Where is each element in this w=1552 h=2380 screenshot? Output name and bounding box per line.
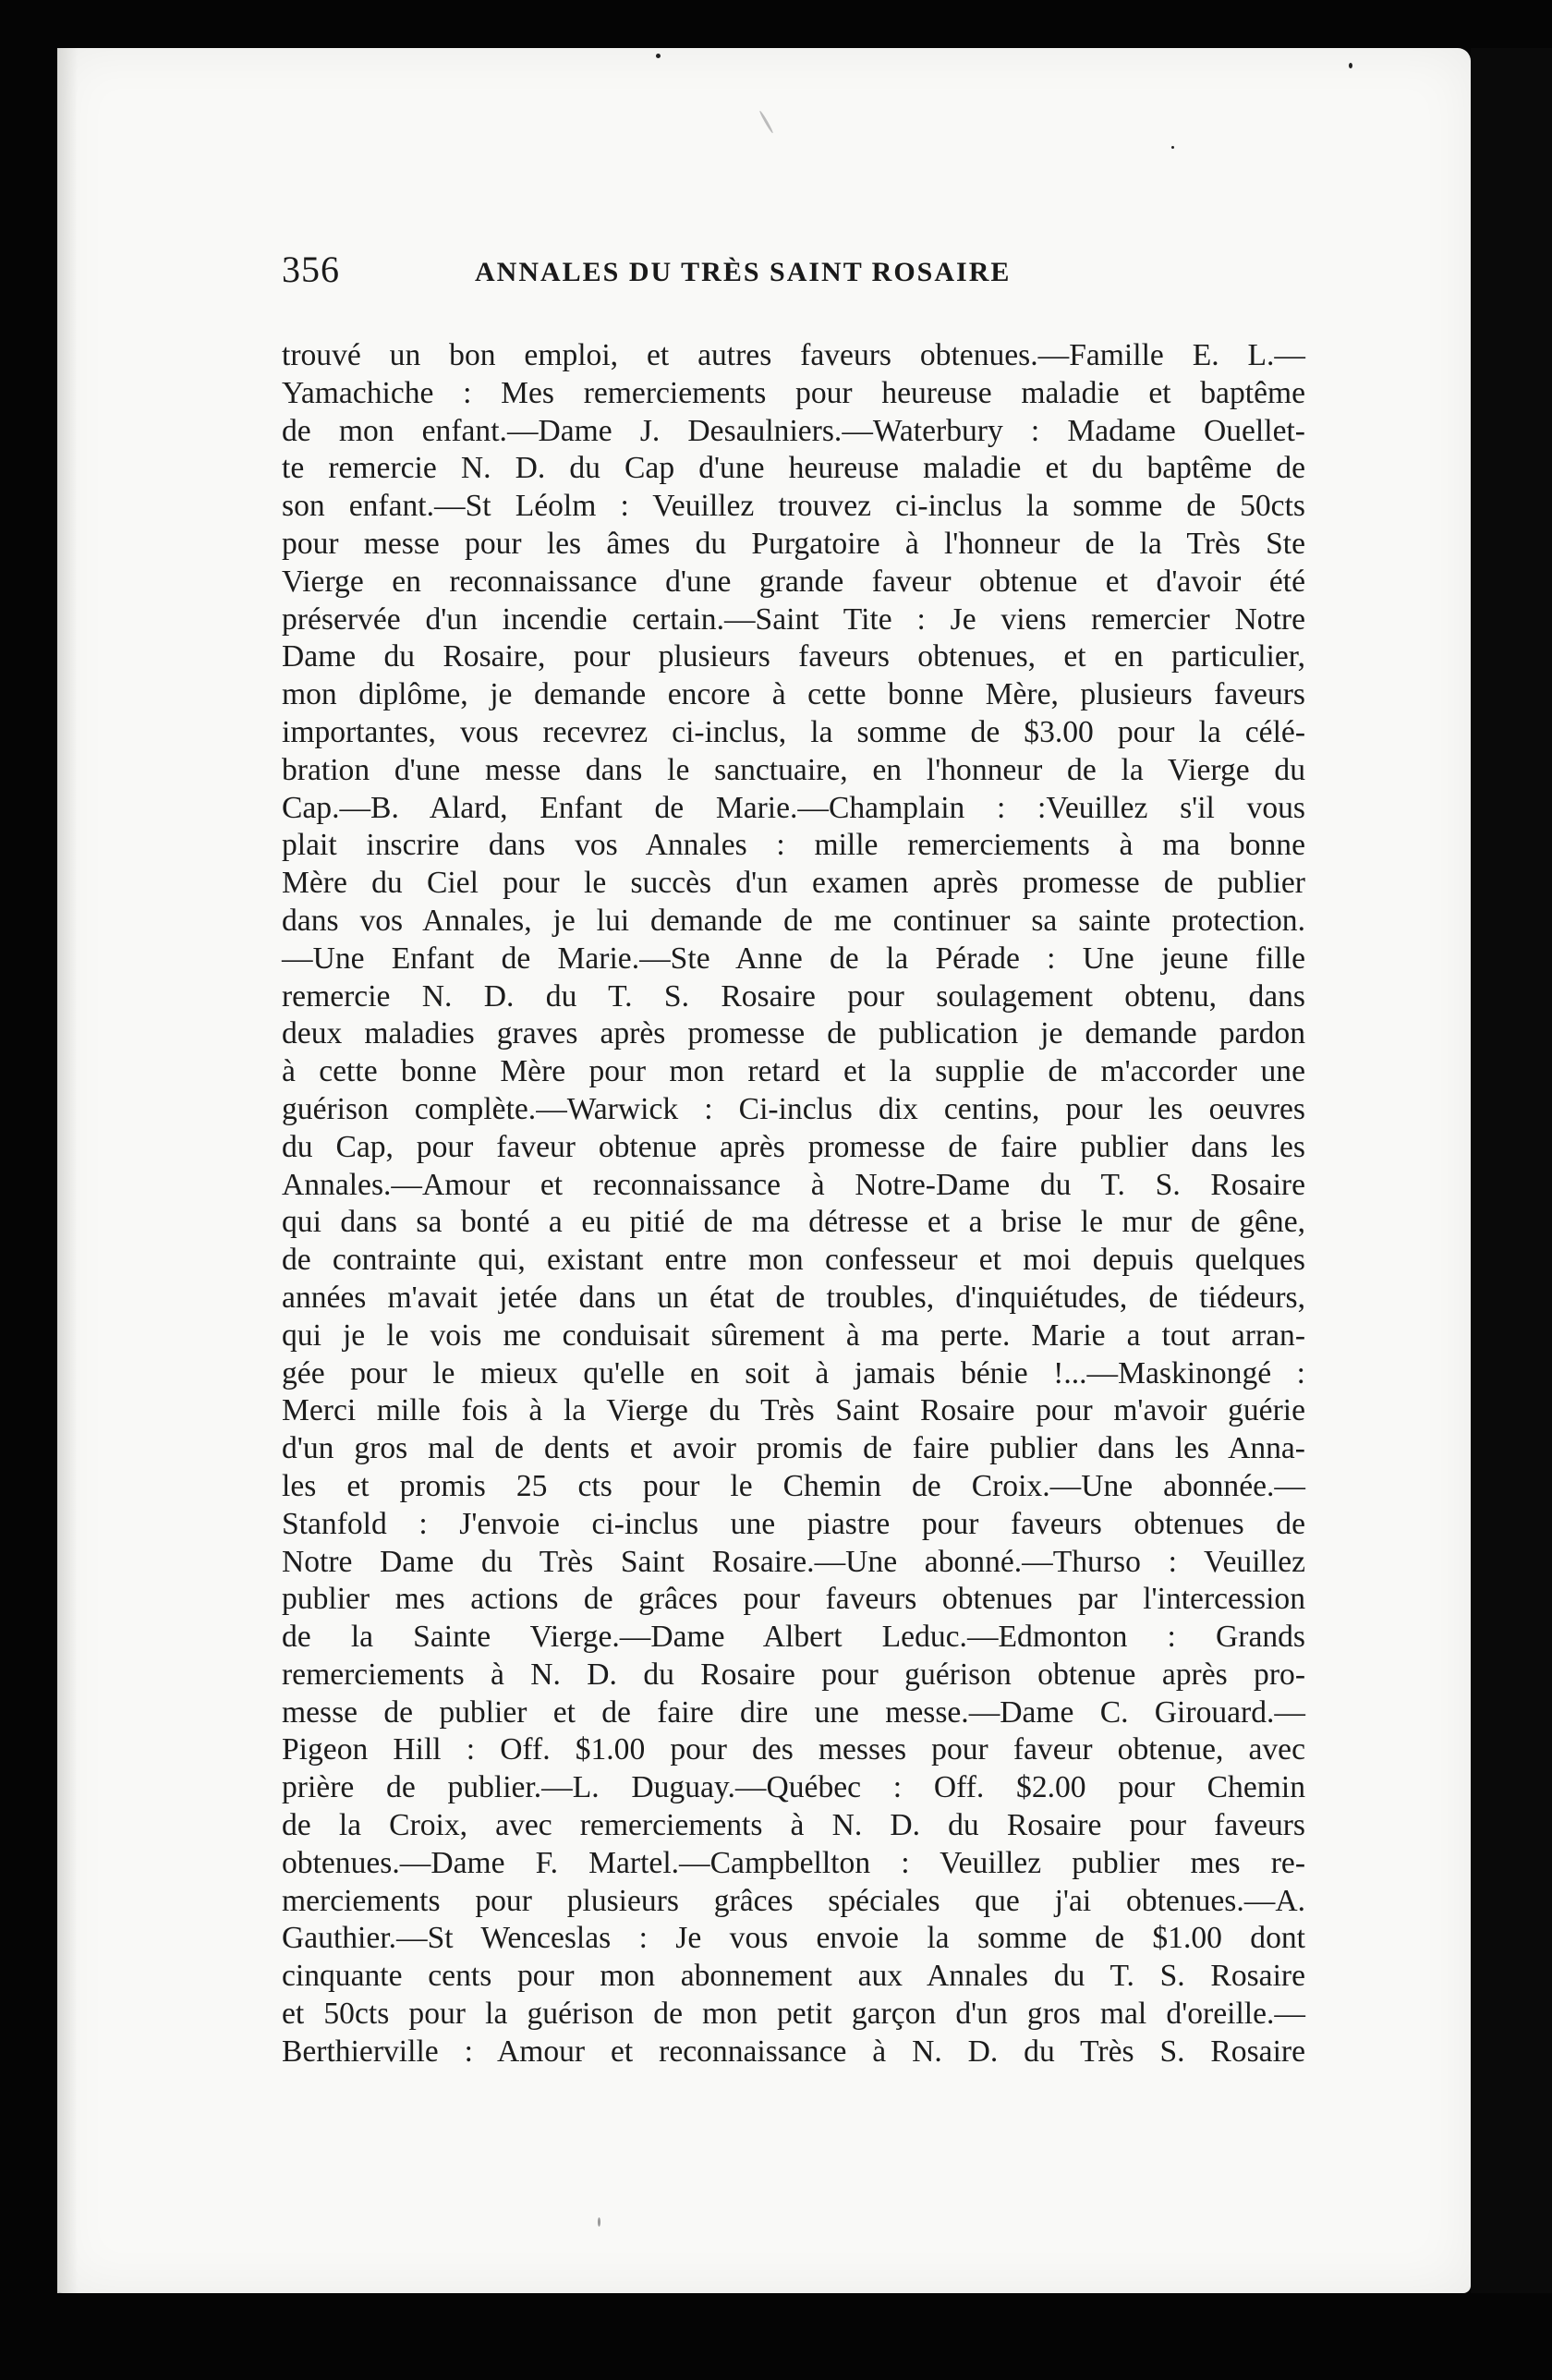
text-line: deux maladies graves après promesse de publication je demande pardon bbox=[282, 1016, 1305, 1051]
text-line: Berthierville : Amour et reconnaissance à N. D. du Très S. Rosaire bbox=[282, 2034, 1305, 2069]
text-line: de la Croix, avec remerciements à N. D. du Rosaire pour faveurs bbox=[282, 1808, 1305, 1843]
text-line: Yamachiche : Mes remerciements pour heureuse maladie et baptême bbox=[282, 375, 1305, 410]
text-line: Merci mille fois à la Vierge du Très Saint Rosaire pour m'avoir guérie bbox=[282, 1393, 1305, 1428]
text-line: les et promis 25 cts pour le Chemin de Croix.—Une abonnée.— bbox=[282, 1468, 1305, 1503]
text-line: prière de publier.—L. Duguay.—Québec : Off. $2.00 pour Chemin bbox=[282, 1770, 1305, 1805]
text-line: dans vos Annales, je lui demande de me continuer sa sainte protection. bbox=[282, 903, 1305, 938]
dust-speck bbox=[1171, 146, 1174, 149]
text-line: remercie N. D. du T. S. Rosaire pour soulagement obtenu, dans bbox=[282, 978, 1305, 1014]
text-line: cinquante cents pour mon abonnement aux Annales du T. S. Rosaire bbox=[282, 1959, 1305, 1994]
dust-speck bbox=[656, 54, 661, 58]
text-line: trouvé un bon emploi, et autres faveurs obtenues.—Famille E. L.— bbox=[282, 338, 1305, 372]
text-line: préservée d'un incendie certain.—Saint Tite : Je viens remercier Notre bbox=[282, 601, 1305, 637]
text-line: qui dans sa bonté a eu pitié de ma détresse et a brise le mur de gêne, bbox=[282, 1205, 1305, 1240]
text-line: Notre Dame du Très Saint Rosaire.—Une abonné.—Thurso : Veuillez bbox=[282, 1544, 1305, 1579]
text-line: Pigeon Hill : Off. $1.00 pour des messes pour faveur obtenue, avec bbox=[282, 1732, 1305, 1767]
text-line: gée pour le mieux qu'elle en soit à jamais bénie !...—Maskinongé : bbox=[282, 1355, 1305, 1390]
text-line: de la Sainte Vierge.—Dame Albert Leduc.—Edmonton : Grands bbox=[282, 1620, 1305, 1655]
text-line: du Cap, pour faveur obtenue après promesse de faire publier dans les bbox=[282, 1129, 1305, 1164]
text-line: importantes, vous recevrez ci-inclus, la somme de $3.00 pour la célé- bbox=[282, 714, 1305, 749]
text-line: obtenues.—Dame F. Martel.—Campbellton : Veuillez publier mes re- bbox=[282, 1845, 1305, 1880]
text-line: Annales.—Amour et reconnaissance à Notre-Dame du T. S. Rosaire bbox=[282, 1167, 1305, 1202]
text-line: mon diplôme, je demande encore à cette bonne Mère, plusieurs faveurs bbox=[282, 677, 1305, 712]
text-line: et 50cts pour la guérison de mon petit garçon d'un gros mal d'oreille.— bbox=[282, 1997, 1305, 2032]
page-header bbox=[282, 248, 1298, 303]
text-line: Cap.—B. Alard, Enfant de Marie.—Champlain : :Veuillez s'il vous bbox=[282, 790, 1305, 825]
text-line: de contrainte qui, existant entre mon confesseur et moi depuis quelques bbox=[282, 1243, 1305, 1278]
text-line: années m'avait jetée dans un état de troubles, d'inquiétudes, de tiédeurs, bbox=[282, 1280, 1305, 1315]
page-number: 356 bbox=[282, 249, 340, 290]
text-line: bration d'une messe dans le sanctuaire, en l'honneur de la Vierge du bbox=[282, 752, 1305, 787]
text-line: Mère du Ciel pour le succès d'un examen après promesse de publier bbox=[282, 866, 1305, 901]
text-line: pour messe pour les âmes du Purgatoire à l'honneur de la Très Ste bbox=[282, 526, 1305, 561]
text-line: Stanfold : J'envoie ci-inclus une piastre pour faveurs obtenues de bbox=[282, 1506, 1305, 1541]
text-line: de mon enfant.—Dame J. Desaulniers.—Waterbury : Madame Ouellet- bbox=[282, 413, 1305, 448]
text-line: qui je le vois me conduisait sûrement à ma perte. Marie a tout arran- bbox=[282, 1318, 1305, 1353]
dust-speck bbox=[1349, 63, 1352, 68]
text-line: —Une Enfant de Marie.—Ste Anne de la Pérade : Une jeune fille bbox=[282, 941, 1305, 976]
text-line: à cette bonne Mère pour mon retard et la supplie de m'accorder une bbox=[282, 1054, 1305, 1089]
text-line: Dame du Rosaire, pour plusieurs faveurs obtenues, et en particulier, bbox=[282, 639, 1305, 674]
running-head: ANNALES DU TRÈS SAINT ROSAIRE bbox=[475, 257, 1012, 287]
text-line: publier mes actions de grâces pour faveurs obtenues par l'intercession bbox=[282, 1582, 1305, 1617]
text-line: guérison complète.—Warwick : Ci-inclus dix centins, pour les oeuvres bbox=[282, 1091, 1305, 1126]
text-line: remerciements à N. D. du Rosaire pour guérison obtenue après pro- bbox=[282, 1657, 1305, 1692]
text-line: te remercie N. D. du Cap d'une heureuse maladie et du baptême de bbox=[282, 451, 1305, 486]
body-text bbox=[282, 337, 1305, 2071]
text-line: Gauthier.—St Wenceslas : Je vous envoie la somme de $1.00 dont bbox=[282, 1921, 1305, 1956]
text-line: Vierge en reconnaissance d'une grande faveur obtenue et d'avoir été bbox=[282, 564, 1305, 599]
page-gutter bbox=[1471, 48, 1552, 2293]
text-line: son enfant.—St Léolm : Veuillez trouvez ci-inclus la somme de 50cts bbox=[282, 489, 1305, 524]
text-line: messe de publier et de faire dire une messe.—Dame C. Girouard.— bbox=[282, 1694, 1305, 1730]
page-left-shadow bbox=[57, 48, 78, 2293]
text-line: merciements pour plusieurs grâces spéciales que j'ai obtenues.—A. bbox=[282, 1883, 1305, 1918]
text-line: plait inscrire dans vos Annales : mille remerciements à ma bonne bbox=[282, 828, 1305, 863]
text-line: d'un gros mal de dents et avoir promis de faire publier dans les Anna- bbox=[282, 1431, 1305, 1466]
dust-speck bbox=[598, 2217, 600, 2227]
